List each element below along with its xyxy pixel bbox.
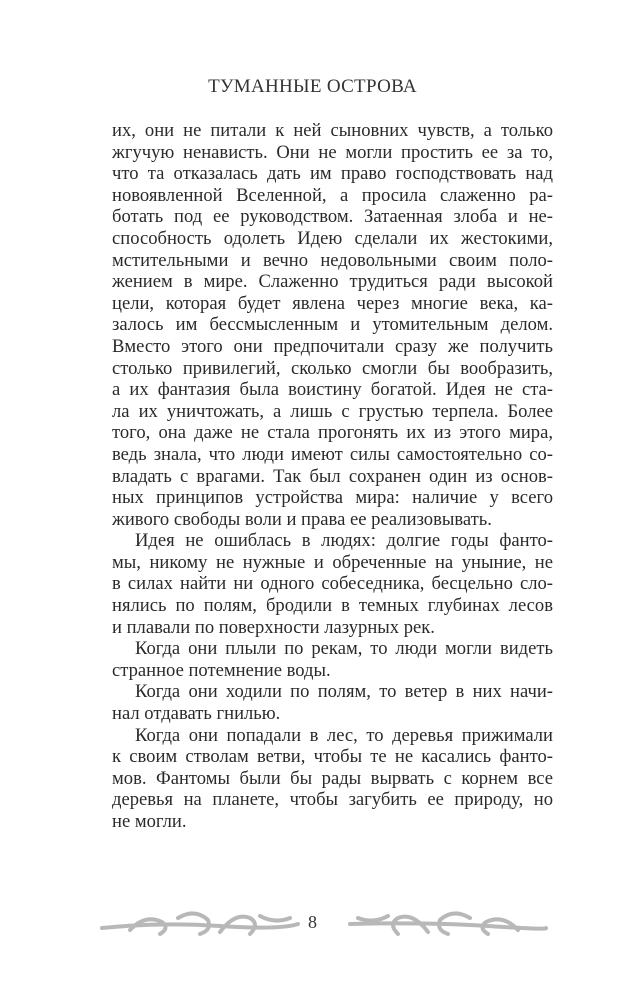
text-line: Вместо этого они предпочитали сразу же получить xyxy=(112,335,553,357)
text-line: столько привилегий, сколько смогли бы вообразить, xyxy=(112,357,553,379)
text-line: того, она даже не стала прогонять их из этого мира, xyxy=(112,422,553,444)
text-line: ла их уничтожать, а лишь с грустью терпела. Более xyxy=(112,400,553,422)
text-line: владать с врагами. Так был сохранен один из основ- xyxy=(112,465,553,487)
text-line: залось им бессмысленным и утомительным делом. xyxy=(112,314,553,336)
text-line: жгучую ненависть. Они не могли простить ее за то, xyxy=(112,141,553,163)
text-line: странное потемнение воды. xyxy=(112,659,331,681)
text-line: Когда они ходили по полям, то ветер в них начи- xyxy=(135,681,553,703)
right-ornament-icon xyxy=(348,904,548,944)
text-line: их, они не питали к ней сыновних чувств, а только xyxy=(112,120,553,141)
text-line: мов. Фантомы были бы рады вырвать с корнем все xyxy=(112,767,553,789)
text-line: нялись по полям, бродили в темных глубинах лесов xyxy=(112,595,553,617)
text-line: к своим стволам ветви, чтобы те не касались фанто- xyxy=(112,746,553,768)
body-text xyxy=(112,120,553,833)
text-line: деревья на планете, чтобы загубить ее природу, но xyxy=(112,789,553,811)
running-header-title: ТУМАННЫЕ ОСТРОВА xyxy=(208,76,417,97)
text-line: новоявленной Вселенной, а просила слаженно ра- xyxy=(112,184,553,206)
text-line: ных принципов устройства мира: наличие у всего xyxy=(112,487,553,509)
text-line: мы, никому не нужные и обреченные на уныние, не xyxy=(112,551,553,573)
text-line: Идея не ошиблась в людях: долгие годы фанто- xyxy=(135,530,553,552)
text-line: что та отказалась дать им право господствовать над xyxy=(112,163,553,185)
page-number: 8 xyxy=(308,912,317,932)
text-line: нал отдавать гнилью. xyxy=(112,703,281,725)
text-line: живого свободы воли и права ее реализовывать. xyxy=(112,508,492,530)
text-line: мстительными и вечно недовольными своим поло- xyxy=(112,249,553,271)
text-line: и плавали по поверхности лазурных рек. xyxy=(112,616,435,638)
text-line: а их фантазия была воистину богатой. Идея не ста- xyxy=(112,379,553,401)
text-line: жением в мире. Слаженно трудиться ради высокой xyxy=(112,271,553,293)
text-line: не могли. xyxy=(112,811,187,832)
text-line: Когда они плыли по рекам, то люди могли видеть xyxy=(135,638,553,660)
text-line: ботать под ее руководством. Затаенная злоба и не- xyxy=(112,206,553,228)
text-line: Когда они попадали в лес, то деревья прижимали xyxy=(135,724,553,746)
text-line: в силах найти ни одного собеседника, бесцельно сло- xyxy=(112,573,553,595)
text-line: способность одолеть Идею сделали их жестокими, xyxy=(112,227,553,249)
text-line: цели, которая будет явлена через многие века, ка- xyxy=(112,292,553,314)
text-line: ведь знала, что люди имеют силы самостоятельно со- xyxy=(112,443,553,465)
